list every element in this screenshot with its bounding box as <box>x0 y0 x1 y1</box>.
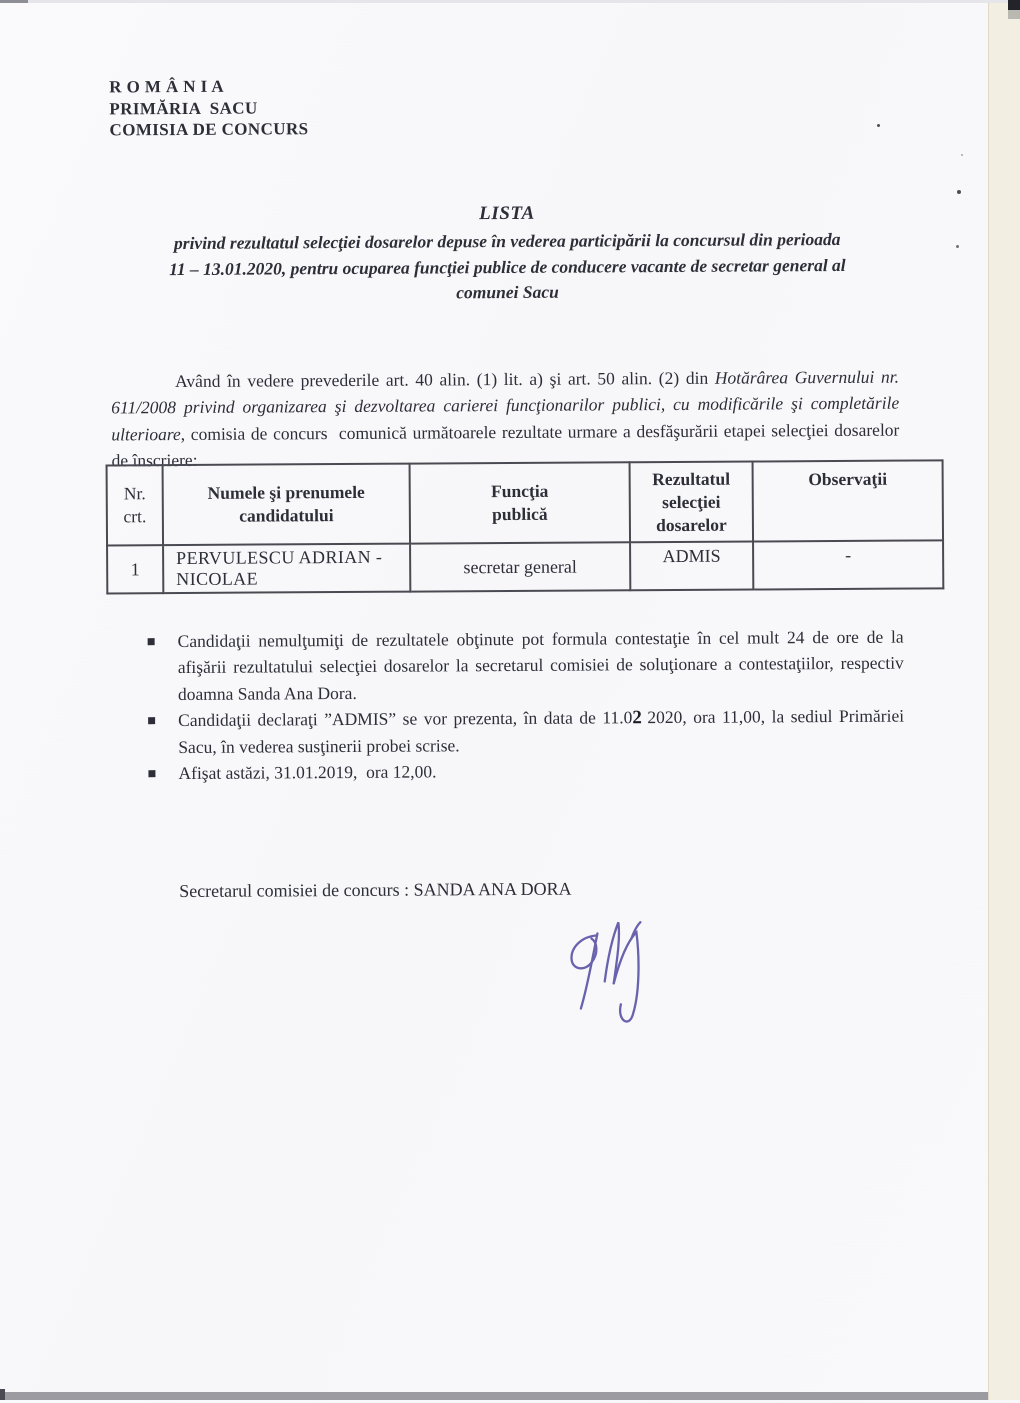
cell-candidate-name: PERVULESCU ADRIAN - NICOLAE <box>163 544 410 594</box>
cell-public-function: secretar general <box>410 542 630 591</box>
letterhead <box>109 75 308 141</box>
note-written-test-end: 2020, ora 11,00, la sediul Primăriei Sacu, în vederea susţinerii probei scrise. <box>178 705 909 758</box>
cell-selection-result: ADMIS <box>630 542 753 591</box>
handwritten-digit-correction: 2 <box>632 707 641 729</box>
letterhead-institution: PRIMĂRIA SACU <box>109 98 258 118</box>
list-item <box>148 756 904 787</box>
col-header-candidate-name: Numele şi prenumele candidatului <box>163 464 410 546</box>
cell-observations: - <box>753 540 943 589</box>
table-row <box>107 540 943 593</box>
col-header-observations: Observaţii <box>753 460 943 541</box>
results-table <box>106 459 945 594</box>
secretary-signature-line: Secretarul comisiei de concurs : SANDA ANA DORA <box>179 878 572 902</box>
title-block <box>57 200 958 308</box>
list-item <box>148 624 909 708</box>
bullet-square-icon <box>148 717 155 724</box>
col-header-public-function: Funcţia publică <box>410 462 630 543</box>
col-header-nr-crt: Nr. crt. <box>107 465 163 545</box>
notes-list <box>148 624 909 787</box>
intro-text-end: , comisia de concurs comunică următoarele rezultate urmare a desfăşurării etapei selecţiei dosarelor de înscriere: <box>111 419 904 471</box>
note-contestation: Candidaţii nemulţumiţi de rezultatele obţinute pot formula contestaţie în cel mult 24 de ore de la afişării rezultatului selecţiei dosarelor la secretarul comisiei de soluţionare a contestaţiilor, respectiv doamna Sanda Ana Dora. <box>177 626 909 704</box>
letterhead-commission: COMISIA DE CONCURS <box>109 119 309 140</box>
document-title: LISTA <box>479 202 535 225</box>
col-header-selection-result: Rezultatul selecţiei dosarelor <box>630 462 753 543</box>
bullet-square-icon <box>148 771 155 778</box>
note-written-test-start: Candidaţii declaraţi ”ADMIS” se vor prezenta, în data de 11.0 <box>178 707 633 730</box>
document-subtitle-line: privind rezultatul selecţiei dosarelor depuse în vederea participării la concursul din perioada <box>173 228 841 254</box>
table-header-row <box>107 460 943 545</box>
document-subtitle-line: comunei Sacu <box>456 281 559 303</box>
list-item <box>148 702 909 760</box>
handwritten-signature <box>546 914 667 1035</box>
cell-row-number: 1 <box>107 545 163 593</box>
letterhead-country: R O M Â N I A <box>109 76 225 97</box>
intro-paragraph <box>111 363 904 474</box>
document-subtitle-line: 11 – 13.01.2020, pentru ocuparea funcţiei publice de conducere vacante de secretar general al <box>168 254 846 279</box>
intro-text-start: Având în vedere prevederile art. 40 alin. (1) lit. a) şi art. 50 alin. (2) din <box>174 367 715 391</box>
intro-legal-reference: Hotărârea Guvernului nr. 611/2008 privind organizarea şi dezvoltarea carierei funcţionarilor publici, cu modificările şi completările ulterioare <box>111 366 904 444</box>
bullet-square-icon <box>148 638 155 645</box>
note-posted-date: Afişat astăzi, 31.01.2019, ora 12,00. <box>178 761 437 784</box>
note-written-test <box>178 702 909 760</box>
signature-diagonal-stroke <box>580 933 597 1008</box>
